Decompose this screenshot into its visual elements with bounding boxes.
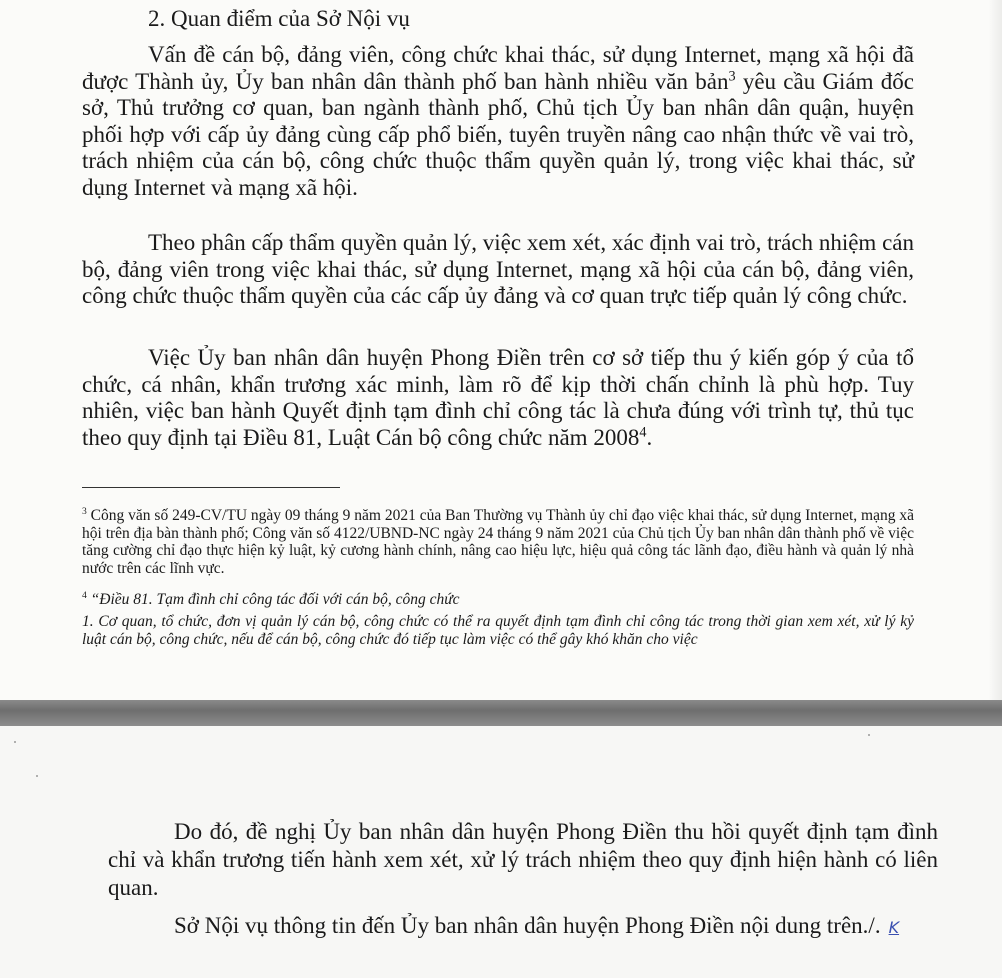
footnote-4-text: “Điều 81. Tạm đình chỉ công tác đối với cán bộ, công chức xyxy=(86,591,460,608)
paragraph-1 xyxy=(82,42,914,201)
paragraph-1-text-a: Vấn đề cán bộ, đảng viên, công chức khai thác, sử dụng Internet, mạng xã hội đã được Thành ủy, Ủy ban nhân dân thành phố ban hành nhiều văn bản xyxy=(82,42,914,94)
paragraph-3 xyxy=(82,345,914,451)
footnote-3 xyxy=(82,507,914,577)
scan-speck xyxy=(14,741,16,743)
paragraph-1-text-b: yêu cầu Giám đốc sở, Thủ trưởng cơ quan, ban ngành thành phố, Chủ tịch Ủy ban nhân dân quận, huyện phối hợp với cấp ủy đảng cùng cấp phổ biến, tuyên truyền nâng cao nhận thức về vai trò, trách nhiệm của cán bộ, công chức thuộc thẩm quyền quản lý, trong việc khai thác, sử dụng Internet và mạng xã hội. xyxy=(82,68,915,200)
footnote-separator xyxy=(82,487,340,488)
section-heading: 2. Quan điểm của Sở Nội vụ xyxy=(148,6,410,31)
footnote-4-mark: 4 xyxy=(82,589,87,601)
footnote-4-continuation: 1. Cơ quan, tổ chức, đơn vị quản lý cán bộ, công chức có thể ra quyết định tạm đình chỉ công tác trong thời gian xem xét, xử lý kỷ luật cán bộ, công chức, nếu để cán bộ, công chức đó tiếp tục làm việc có thể gây khó khăn cho việc xyxy=(82,613,914,648)
scan-speck xyxy=(36,775,38,777)
footnote-ref-4: 4 xyxy=(639,423,647,440)
page-2-paragraph-2 xyxy=(108,912,938,942)
page-break-band xyxy=(0,700,1002,726)
scan-speck xyxy=(868,734,870,736)
footnote-4 xyxy=(82,591,914,609)
footnote-3-mark: 3 xyxy=(82,505,87,517)
paragraph-3-text-a: Việc Ủy ban nhân dân huyện Phong Điền trên cơ sở tiếp thu ý kiến góp ý của tổ chức, cá nhân, khẩn trương xác minh, làm rõ để kịp thời chấn chỉnh là phù hợp. Tuy nhiên, việc ban hành Quyết định tạm đình chỉ công tác là chưa đúng với trình tự, thủ tục theo quy định tại Điều 81, Luật Cán bộ công chức năm 2008 xyxy=(82,345,914,450)
footnote-ref-3: 3 xyxy=(728,67,736,84)
paragraph-3-text-b: . xyxy=(646,424,653,450)
page-edge-shadow xyxy=(988,0,1002,700)
page-2-paragraph-2-text: Sở Nội vụ thông tin đến Ủy ban nhân dân huyện Phong Điền nội dung trên./. xyxy=(174,913,881,938)
handwritten-initials: K xyxy=(888,918,900,937)
footnote-3-text: Công văn số 249-CV/TU ngày 09 tháng 9 năm 2021 của Ban Thường vụ Thành ủy chỉ đạo việc khai thác, sử dụng Internet, mạng xã hội trên địa bàn thành phố; Công văn số 4122/UBND-NC ngày 24 tháng 9 năm 2021 của Chủ tịch Ủy ban nhân dân thành phố về việc tăng cường chỉ đạo thực hiện kỷ luật, kỷ cương hành chính, nâng cao hiệu lực, hiệu quả công tác lãnh đạo, điều hành và quản lý nhà nước trên các lĩnh vực. xyxy=(82,507,914,577)
paragraph-2: Theo phân cấp thẩm quyền quản lý, việc xem xét, xác định vai trò, trách nhiệm cán bộ, đảng viên trong việc khai thác, sử dụng Internet, mạng xã hội của cán bộ, đảng viên, công chức thuộc thẩm quyền của các cấp ủy đảng và cơ quan trực tiếp quản lý công chức. xyxy=(82,230,914,308)
page-2-paragraph-1: Do đó, đề nghị Ủy ban nhân dân huyện Phong Điền thu hồi quyết định tạm đình chỉ và khẩn trương tiến hành xem xét, xử lý trách nhiệm theo quy định hiện hành có liên quan. xyxy=(108,819,938,900)
